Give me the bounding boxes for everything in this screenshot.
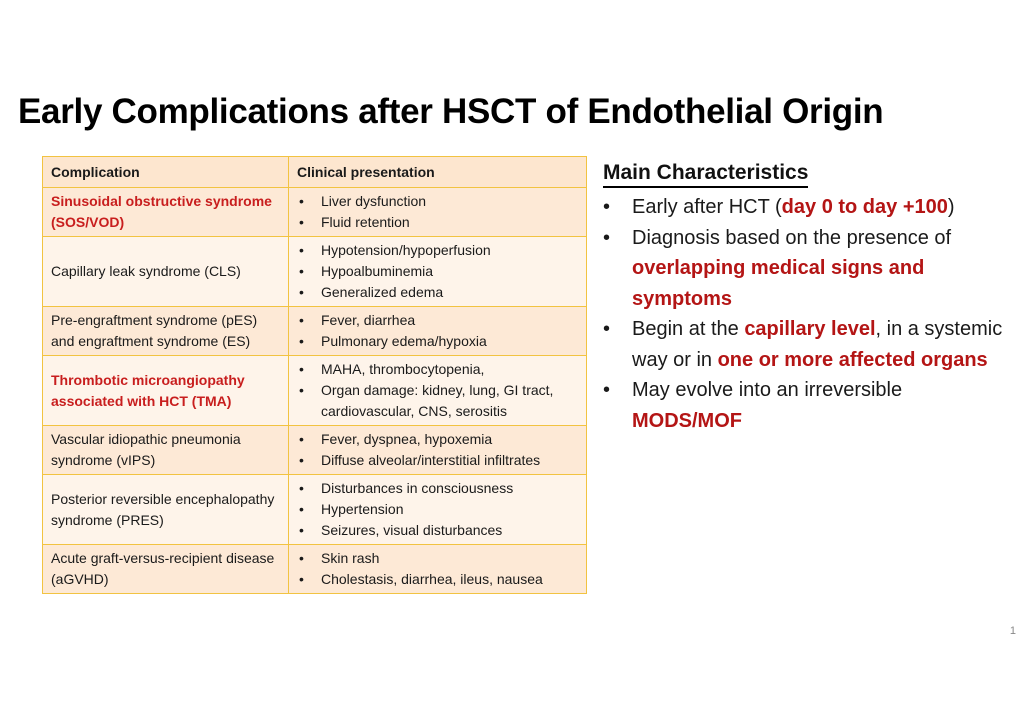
characteristic-item <box>603 223 1013 315</box>
table-row <box>43 475 587 545</box>
highlighted-text: MODS/MOF <box>632 409 742 432</box>
table-row <box>43 545 587 594</box>
presentation-item: • Hypoalbuminemia <box>297 261 578 282</box>
presentation-list <box>297 429 578 471</box>
characteristic-text: May evolve into an irreversible <box>632 379 903 401</box>
page-number: 1 <box>1009 625 1016 637</box>
main-characteristics-list <box>603 192 1013 436</box>
presentation-item: • Pulmonary edema/hypoxia <box>297 331 578 352</box>
characteristic-text: Early after HCT ( <box>632 196 782 218</box>
table-row <box>43 307 587 356</box>
presentation-item: • Hypotension/hypoperfusion <box>297 240 578 261</box>
characteristic-item <box>603 375 1013 436</box>
characteristic-item <box>603 314 1013 375</box>
presentation-item: • Diffuse alveolar/interstitial infiltrates <box>297 450 578 471</box>
presentation-item: • Skin rash <box>297 548 578 569</box>
clinical-presentation-cell <box>289 545 587 594</box>
characteristic-text: ) <box>947 196 955 218</box>
complication-cell: Capillary leak syndrome (CLS) <box>43 237 289 307</box>
presentation-item: • Generalized edema <box>297 282 578 303</box>
clinical-presentation-cell <box>289 356 587 426</box>
main-characteristics-heading: Main Characteristics <box>603 160 808 188</box>
presentation-item: • Disturbances in consciousness <box>297 478 578 499</box>
presentation-list <box>297 240 578 303</box>
table-row <box>43 188 587 237</box>
clinical-presentation-cell <box>289 475 587 545</box>
highlighted-text: one or more affected organs <box>717 348 988 371</box>
complication-cell: Acute graft-versus-recipient disease (aGVHD) <box>43 545 289 594</box>
presentation-list <box>297 191 578 233</box>
highlighted-text: day 0 to day +100 <box>781 196 948 218</box>
table-row <box>43 356 587 426</box>
clinical-presentation-cell <box>289 426 587 475</box>
presentation-list <box>297 359 578 422</box>
column-header-complication: Complication <box>43 157 289 188</box>
presentation-item: • Fever, diarrhea <box>297 310 578 331</box>
presentation-list <box>297 310 578 352</box>
presentation-item: • Hypertension <box>297 499 578 520</box>
complication-cell: Thrombotic microangiopathy associated with HCT (TMA) <box>43 356 289 426</box>
clinical-presentation-cell <box>289 188 587 237</box>
presentation-item: • Fluid retention <box>297 212 578 233</box>
characteristic-item <box>603 192 1013 223</box>
presentation-item: • MAHA, thrombocytopenia, <box>297 359 578 380</box>
presentation-item: • Liver dysfunction <box>297 191 578 212</box>
highlighted-text: capillary level <box>744 318 876 340</box>
presentation-list <box>297 548 578 590</box>
clinical-presentation-cell <box>289 307 587 356</box>
slide-title: Early Complications after HSCT of Endothelial Origin <box>18 92 884 131</box>
main-characteristics-panel <box>603 160 1013 436</box>
characteristic-text: Diagnosis based on the presence of <box>632 226 952 249</box>
presentation-item: • Organ damage: kidney, lung, GI tract, cardiovascular, CNS, serositis <box>297 380 578 422</box>
presentation-item: • Fever, dyspnea, hypoxemia <box>297 429 578 450</box>
presentation-item: • Seizures, visual disturbances <box>297 520 578 541</box>
characteristic-text: Begin at the <box>632 318 745 340</box>
complication-cell: Vascular idiopathic pneumonia syndrome (vIPS) <box>43 426 289 475</box>
clinical-presentation-cell <box>289 237 587 307</box>
column-header-clinical-presentation: Clinical presentation <box>289 157 587 188</box>
highlighted-text: overlapping medical signs and symptoms <box>632 257 925 310</box>
presentation-list <box>297 478 578 541</box>
table-row <box>43 237 587 307</box>
table-row <box>43 426 587 475</box>
complication-cell: Posterior reversible encephalopathy syndrome (PRES) <box>43 475 289 545</box>
table-header-row <box>43 157 587 188</box>
presentation-item: • Cholestasis, diarrhea, ileus, nausea <box>297 569 578 590</box>
complication-cell: Pre-engraftment syndrome (pES) and engraftment syndrome (ES) <box>43 307 289 356</box>
table-body <box>43 188 587 594</box>
characteristic-text: , in a systemic way or in <box>632 318 1003 371</box>
complications-table <box>42 156 587 594</box>
complication-cell: Sinusoidal obstructive syndrome (SOS/VOD) <box>43 188 289 237</box>
